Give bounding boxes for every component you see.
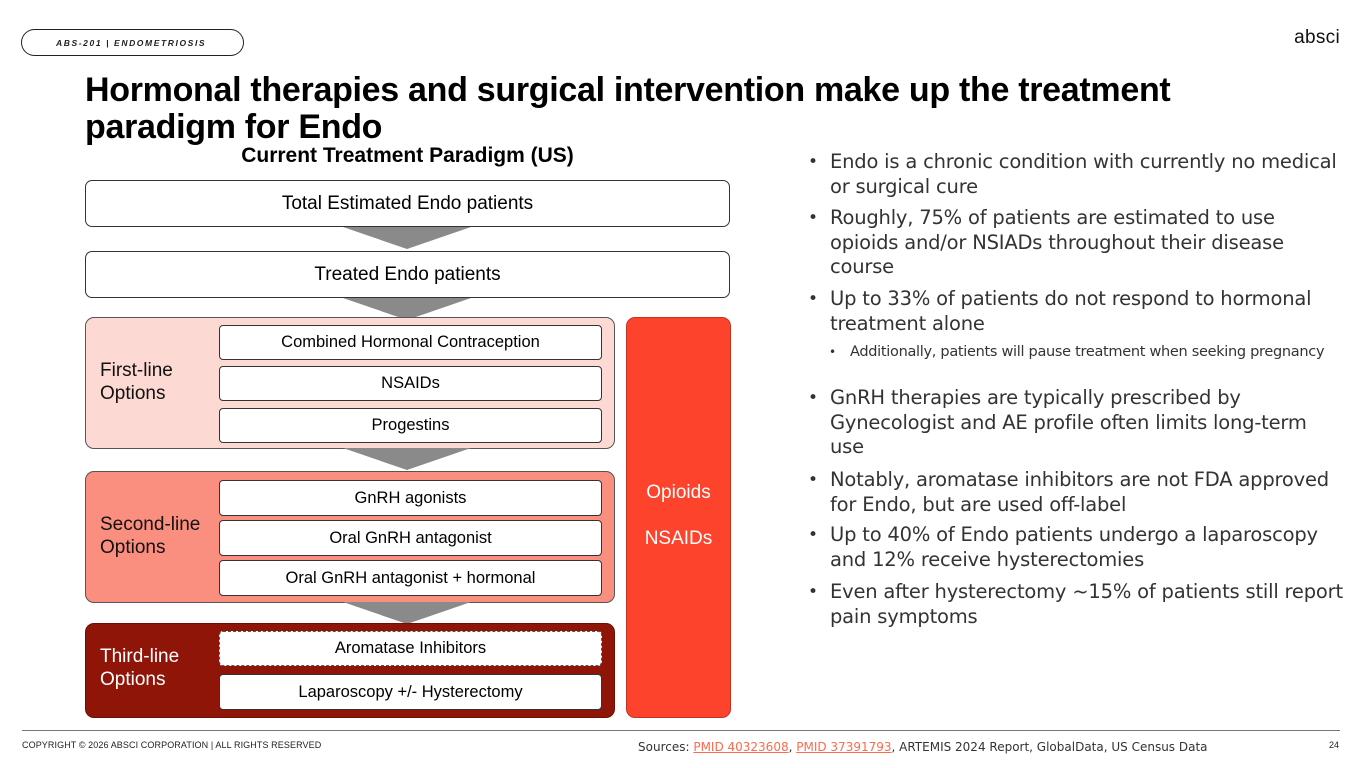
sources-rest: , ARTEMIS 2024 Report, GlobalData, US Census Data (891, 740, 1208, 754)
slide-title (85, 72, 1305, 146)
footer-divider (22, 730, 1340, 731)
bullet-item: • Notably, aromatase inhibitors are not FDA approved for Endo, but are used off-label (808, 468, 1343, 517)
option-progestins: Progestins (219, 408, 602, 443)
bullet-item: • Up to 40% of Endo patients undergo a laparoscopy and 12% receive hysterectomies (808, 523, 1343, 572)
side-label-nsaids: NSAIDs (644, 528, 713, 549)
pmid-link-2[interactable]: PMID 37391793 (796, 740, 892, 754)
pmid-link-1[interactable]: PMID 40323608 (693, 740, 789, 754)
sub-bullet-item: • Additionally, patients will pause treatment when seeking pregnancy (829, 343, 1329, 361)
option-gnrh-agonists: GnRH agonists (219, 480, 602, 516)
bullet-item: • GnRH therapies are typically prescribed by Gynecologist and AE profile often limits long-term use (808, 386, 1343, 460)
section-tag: ABS-201 | ENDOMETRIOSIS (21, 29, 244, 56)
stage-total-patients: Total Estimated Endo patients (85, 180, 730, 227)
funnel-arrow-3 (343, 448, 471, 470)
funnel-arrow-1 (343, 227, 471, 249)
side-label-opioids: Opioids (646, 482, 711, 503)
title-line-2: paradigm for Endo (85, 108, 383, 146)
option-aromatase-inhibitors: Aromatase Inhibitors (219, 631, 602, 666)
opioids-nsaids-bar (626, 317, 731, 718)
first-line-tier (85, 317, 615, 449)
diagram-subtitle: Current Treatment Paradigm (US) (241, 144, 574, 167)
option-combined-hormonal-contraception: Combined Hormonal Contraception (219, 325, 602, 360)
copyright-notice: COPYRIGHT © 2026 ABSCI CORPORATION | ALL RIGHTS RESERVED (22, 740, 322, 750)
page-number: 24 (1328, 740, 1339, 750)
sources-separator: , (788, 740, 797, 754)
bullet-item: • Even after hysterectomy ~15% of patients still report pain symptoms (808, 580, 1343, 629)
absci-logo: absci (1294, 27, 1340, 48)
funnel-arrow-4 (343, 602, 471, 624)
second-line-tier (85, 471, 615, 603)
bullet-item: • Roughly, 75% of patients are estimated to use opioids and/or NSIADs throughout their disease course (808, 206, 1343, 280)
title-line-1: Hormonal therapies and surgical intervention make up the treatment (85, 71, 1171, 109)
third-line-label: Third-line Options (100, 646, 180, 690)
bullet-item: • Endo is a chronic condition with currently no medical or surgical cure (808, 150, 1343, 199)
third-line-tier (85, 623, 615, 718)
bullet-item: • Up to 33% of patients do not respond to hormonal treatment alone (808, 287, 1343, 336)
second-line-label: Second-line Options (100, 514, 201, 558)
option-laparoscopy-hysterectomy: Laparoscopy +/- Hysterectomy (219, 674, 602, 710)
option-nsaids: NSAIDs (219, 366, 602, 401)
sources-citation (638, 740, 1208, 754)
option-oral-gnrh-antagonist-hormonal: Oral GnRH antagonist + hormonal (219, 560, 602, 596)
first-line-label: First-line Options (100, 360, 173, 404)
option-oral-gnrh-antagonist: Oral GnRH antagonist (219, 520, 602, 556)
stage-treated-patients: Treated Endo patients (85, 251, 730, 298)
sources-prefix: Sources: (638, 740, 694, 754)
